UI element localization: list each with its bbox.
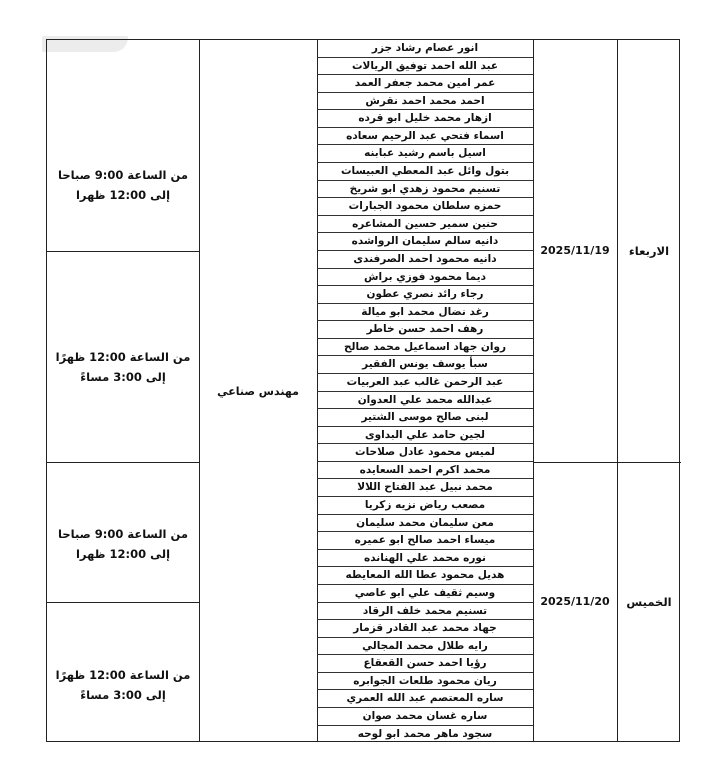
- student-name: تسنيم محمود زهدي ابو شريخ: [317, 181, 533, 199]
- exam-day: الخميس: [626, 595, 672, 609]
- student-name: وسيم ثقيف علي ابو عاصي: [317, 585, 533, 603]
- student-name: ديما محمود فوزي براش: [317, 269, 533, 287]
- exam-day: الاربعاء: [628, 244, 670, 258]
- student-name: اسيل باسم رشيد عبابنه: [317, 145, 533, 163]
- slot-divider: [47, 462, 199, 463]
- exam-date: 2025/11/19: [540, 244, 610, 257]
- student-name: محمد اكرم احمد السعايده: [317, 462, 533, 480]
- student-name: هديل محمود عطا الله المعايطه: [317, 567, 533, 585]
- student-name: عبد الرحمن غالب عبد العربيات: [317, 374, 533, 392]
- student-name: رؤيا احمد حسن القعقاع: [317, 655, 533, 673]
- exam-date: 2025/11/20: [540, 595, 610, 608]
- time-slot-3: [47, 524, 199, 564]
- slot-divider: [47, 251, 199, 252]
- student-name: تسنيم محمد خلف الرقاد: [317, 603, 533, 621]
- student-name: عبدالله محمد علي العدوان: [317, 392, 533, 410]
- student-name: ساره المعتصم عبد الله العمري: [317, 690, 533, 708]
- student-name: رجاء رائد نصري عطون: [317, 286, 533, 304]
- student-name: محمد نبيل عبد الفتاح اللالا: [317, 479, 533, 497]
- student-names-list: [317, 40, 533, 743]
- time-slot-4: [47, 665, 199, 705]
- time-slot-end: إلى 12:00 ظهرا: [75, 188, 171, 202]
- student-name: رهف احمد حسن خاطر: [317, 321, 533, 339]
- student-name: لجين حامد علي البداوى: [317, 427, 533, 445]
- student-name: حمزه سلطان محمود الجبارات: [317, 198, 533, 216]
- major-label: مهندس صناعي: [217, 385, 299, 398]
- student-name: عبد الله احمد توفيق الريالات: [317, 58, 533, 76]
- student-name: مصعب رياض نزيه زكريا: [317, 497, 533, 515]
- exam-schedule-table: [46, 39, 680, 742]
- student-name: ميساء احمد صالح ابو عميره: [317, 532, 533, 550]
- student-name: انور عصام رشاد جزر: [317, 40, 533, 58]
- student-name: ساره غسان محمد صوان: [317, 708, 533, 726]
- time-slot-2: [47, 347, 199, 387]
- time-slot-start: من الساعة 12:00 ظهرًا: [55, 350, 191, 364]
- time-slot-start: من الساعة 12:00 ظهرًا: [55, 668, 191, 682]
- student-name: حنين سمير حسين المشاعره: [317, 216, 533, 234]
- student-name: رايه طلال محمد المجالي: [317, 638, 533, 656]
- student-name: لميس محمود عادل صلاحات: [317, 444, 533, 462]
- student-name: سبأ يوسف يونس الفقير: [317, 356, 533, 374]
- time-slot-start: من الساعة 9:00 صباحا: [58, 527, 188, 541]
- student-name: ازهار محمد خليل ابو قرده: [317, 110, 533, 128]
- student-name: دانيه سالم سليمان الرواشده: [317, 233, 533, 251]
- day-divider: [533, 462, 681, 463]
- slot-divider: [47, 602, 199, 603]
- time-slot-end: إلى 3:00 مساءً: [80, 688, 166, 702]
- student-name: لبنى صالح موسى الشتير: [317, 409, 533, 427]
- student-name: دانيه محمود احمد الصرفندى: [317, 251, 533, 269]
- student-name: احمد محمد احمد نقرش: [317, 93, 533, 111]
- student-name: رغد نضال محمد ابو ميالة: [317, 304, 533, 322]
- column-divider: [533, 40, 534, 741]
- student-name: عمر امين محمد جعفر العمد: [317, 75, 533, 93]
- student-name: جهاد محمد عبد القادر قزمار: [317, 620, 533, 638]
- student-name: سجود ماهر محمد ابو لوحه: [357, 727, 493, 740]
- time-slot-end: إلى 3:00 مساءً: [80, 370, 166, 384]
- time-slot-start: من الساعة 9:00 صباحا: [58, 168, 188, 182]
- student-name: معن سليمان محمد سليمان: [317, 515, 533, 533]
- time-slot-1: [47, 165, 199, 205]
- student-name: اسماء فتحي عبد الرحيم سعاده: [317, 128, 533, 146]
- student-name: نوره محمد علي الهنانده: [317, 550, 533, 568]
- student-name: ريان محمود طلعات الجوابره: [317, 673, 533, 691]
- student-name: بتول وائل عبد المعطي العبيسات: [317, 163, 533, 181]
- column-divider: [617, 40, 618, 741]
- student-name: روان جهاد اسماعيل محمد صالح: [317, 339, 533, 357]
- time-slot-end: إلى 12:00 ظهرا: [75, 547, 171, 561]
